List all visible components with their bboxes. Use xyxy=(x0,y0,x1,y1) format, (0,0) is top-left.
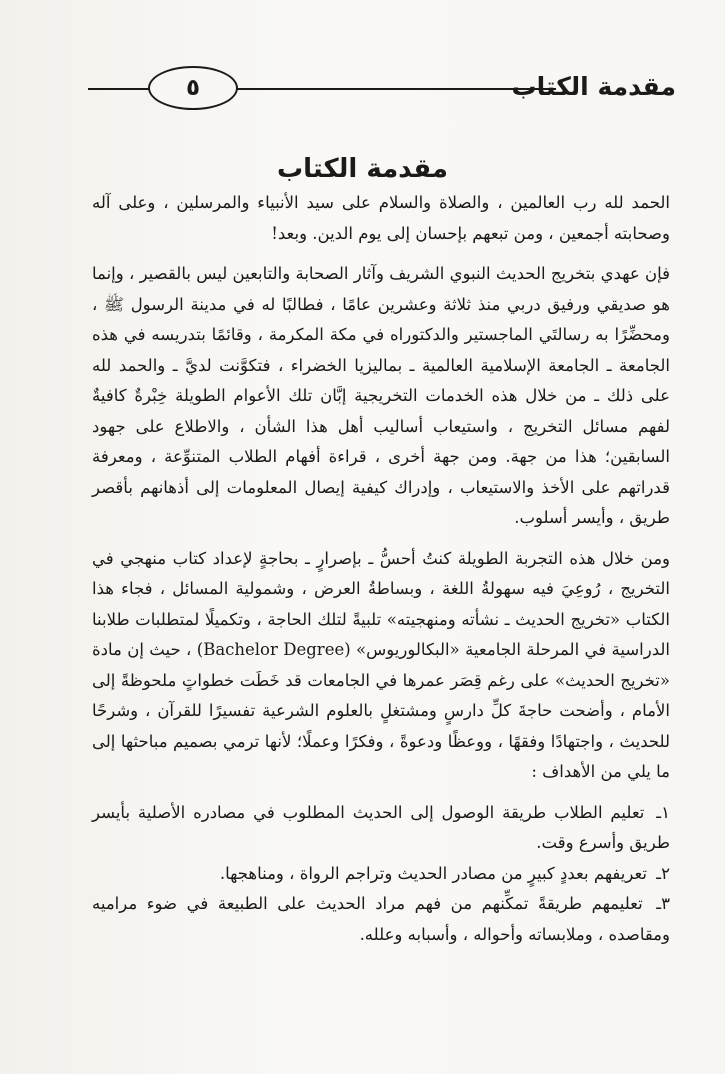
goal-text: تعليمهم طريقةً تمكِّنهم من فهم مراد الحديث على الطبيعة في ضوء مراميه ومقاصده ، وملابساته وأحواله ، وأسبابه وعلله. xyxy=(92,894,670,944)
running-header xyxy=(88,62,676,112)
goal-item-1 xyxy=(92,798,670,859)
goal-item-3 xyxy=(92,889,670,950)
goal-text: تعريفهم بعددٍ كبيرٍ من مصادر الحديث وتراجم الرواة ، ومناهجها. xyxy=(219,863,648,883)
goal-number: ١ـ xyxy=(656,802,670,822)
paragraph-purpose: ومن خلال هذه التجربة الطويلة كنتُ أحسُّ ـ بإصرارٍ ـ بحاجةٍ لإعداد كتاب منهجي في التخريج ، رُوعِيَ فيه سهولةُ اللغة ، وبساطةُ العرض ، وشمولية المسائل ، فجاء هذا الكتاب «تخريج الحديث ـ نشأته ومنهجيته» تلبيةً لتلك الحاجة ، وتكميلًا لمتطلبات طلابنا الدراسية في المرحلة الجامعية «البكالوريوس» (Bachelor Degree) ، حيث إن مادة «تخريج الحديث» على رغم قِصَر عمرها في الجامعات قد خَطَت خطواتٍ ملحوظةً إلى الأمام ، وأضحت حاجةَ كلِّ دارسٍ ومشتغلٍ بالعلوم الشرعية تفسيرًا للقرآن ، وشرحًا للحديث ، واجتهادًا وفقهًا ، ووعظًا ودعوةً ، وفكرًا وعملًا؛ لأنها ترمي بصميم مباحثها إلى ما يلي من الأهداف : xyxy=(92,548,671,781)
body-text xyxy=(92,188,670,950)
section-title: مقدمة الكتاب xyxy=(276,154,449,184)
page-number-oval xyxy=(148,66,238,110)
goal-number: ٣ـ xyxy=(656,894,671,913)
page-number: ٥ xyxy=(185,75,201,101)
goal-text: تعليم الطلاب طريقة الوصول إلى الحديث المطلوب في مصادره الأصلية بأيسر طريق وأسرع وقت. xyxy=(92,802,670,852)
paragraph-opening: الحمد لله رب العالمين ، والصلاة والسلام على سيد الأنبياء والمرسلين ، وعلى آله وصحابته أجمعين ، ومن تبعهم بإحسان إلى يوم الدين. وبعد! xyxy=(92,193,670,243)
goal-item-2 xyxy=(92,859,670,890)
goal-number: ٢ـ xyxy=(656,863,670,883)
running-title: مقدمة الكتاب xyxy=(511,72,676,101)
paragraph-experience: فإن عهدي بتخريج الحديث النبوي الشريف وآثار الصحابة والتابعين ليس بالقصير ، وإنما هو صديقي ورفيق دربي منذ ثلاثة وعشرين عامًا ، فطالبًا له في مدينة الرسول ﷺ ، ومحضِّرًا به رسالتَي الماجستير والدكتوراه في مكة المكرمة ، وقائمًا بتدريسه في هذه الجامعة ـ الجامعة الإسلامية العالمية ـ بماليزيا الخضراء ، فتكوَّنت لديَّ ـ والحمد لله على ذلك ـ من خلال هذه الخدمات التخريجية إبَّان تلك الأعوام الطويلة خِبْرةٌ كافيةٌ لفهم مسائل التخريج ، واستيعاب أساليب أهل هذا الشأن ، والاطلاع على جهود السابقين؛ هذا من جهة. ومن جهة أخرى ، قراءة أفهام الطلاب المتنوِّعة ، ومعرفة قدراتهم على الأخذ والاستيعاب ، وإدراك كيفية إيصال المعلومات إلى أذهانهم بأقصر طريق ، وأيسر أسلوب. xyxy=(92,264,670,527)
